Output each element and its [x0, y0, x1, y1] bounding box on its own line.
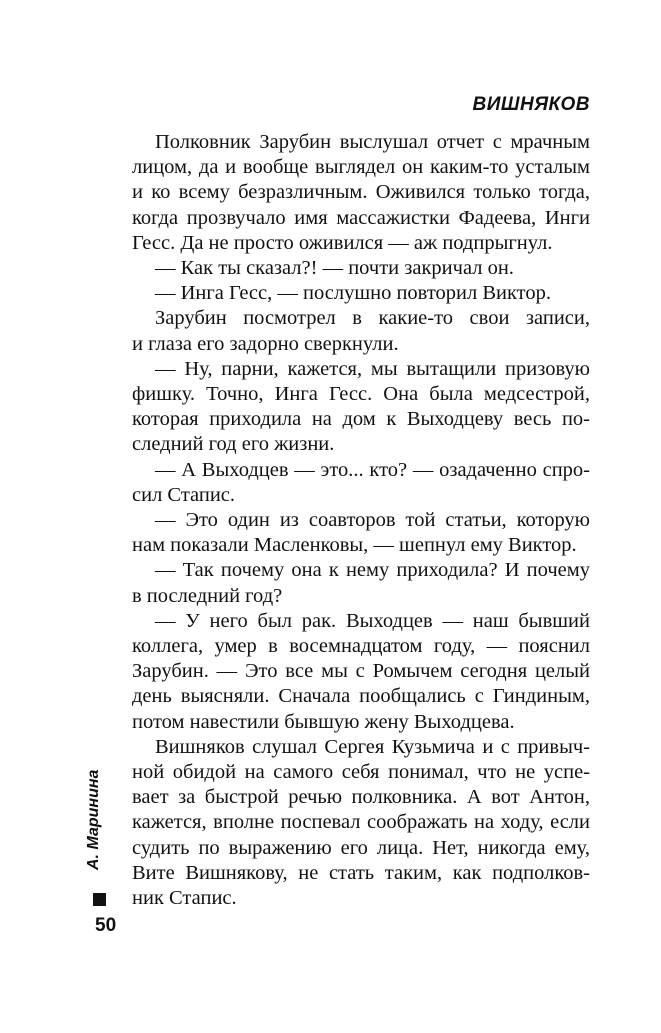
- text-line: в последний год?: [132, 584, 283, 607]
- text-line: сил Стапис.: [132, 483, 236, 506]
- text-line: судить по выражению его лица. Нет, никогда ему,: [132, 836, 590, 859]
- text-line: Полковник Зарубин выслушал отчет с мрачным: [155, 131, 590, 153]
- text-line: день выясняли. Сначала пообщались с Гиндиным,: [132, 685, 590, 708]
- text-line: — Это один из соавторов той статьи, которую: [155, 509, 590, 532]
- text-line: которая приходила на дом к Выходцеву весь по-: [132, 408, 590, 431]
- text-line: и ко всему безразличным. Оживился только тогда,: [132, 181, 590, 204]
- text-line: ник Стапис.: [132, 887, 237, 910]
- body-text: [132, 130, 590, 911]
- text-line: — Как ты сказал?! — почти закричал он.: [155, 257, 514, 280]
- text-line: — Ну, парни, кажется, мы вытащили призовую: [155, 357, 590, 380]
- text-line: коллега, умер в восемнадцатом году, — пояснил: [132, 635, 590, 658]
- author-side-label: А. Маринина: [85, 769, 102, 870]
- text-line: — А Выходцев — это... кто? — озадаченно спро-: [155, 458, 590, 481]
- text-line: — Инга Гесс, — послушно повторил Виктор.: [155, 282, 551, 305]
- text-line: Вишняков слушал Сергея Кузьмича и с привыч-: [155, 735, 590, 758]
- text-line: Вите Вишнякову, не стать таким, как подполков-: [132, 861, 590, 884]
- text-line: вает за быстрой речью полковника. А вот Антон,: [132, 786, 590, 809]
- text-line: Зарубин посмотрел в какие-то свои записи,: [155, 307, 590, 330]
- text-line: — Так почему она к нему приходила? И почему: [155, 559, 590, 582]
- square-marker-icon: [93, 893, 106, 906]
- text-line: когда прозвучало имя массажистки Фадеева, Инги: [132, 206, 590, 229]
- running-header: ВИШНЯКОВ: [472, 94, 590, 115]
- text-line: нам показали Масленковы, — шепнул ему Виктор.: [132, 534, 577, 557]
- text-line: ной обидой на самого себя понимал, что не успе-: [132, 761, 590, 784]
- text-line: кажется, вполне поспевал соображать на ходу, если: [132, 811, 590, 834]
- text-line: Гесс. Да не просто оживился — аж подпрыгнул.: [132, 231, 553, 254]
- text-line: — У него был рак. Выходцев — наш бывший: [155, 609, 590, 632]
- text-line: следний год его жизни.: [132, 433, 335, 456]
- page-number: 50: [95, 915, 117, 936]
- text-line: потом навестили бывшую жену Выходцева.: [132, 710, 515, 733]
- text-line: фишку. Точно, Инга Гесс. Она была медсестрой,: [132, 383, 590, 406]
- text-line: лицом, да и вообще выглядел он каким-то усталым: [132, 156, 590, 179]
- text-line: Зарубин. — Это все мы с Ромычем сегодня целый: [132, 660, 590, 683]
- text-line: и глаза его задорно сверкнули.: [132, 332, 399, 355]
